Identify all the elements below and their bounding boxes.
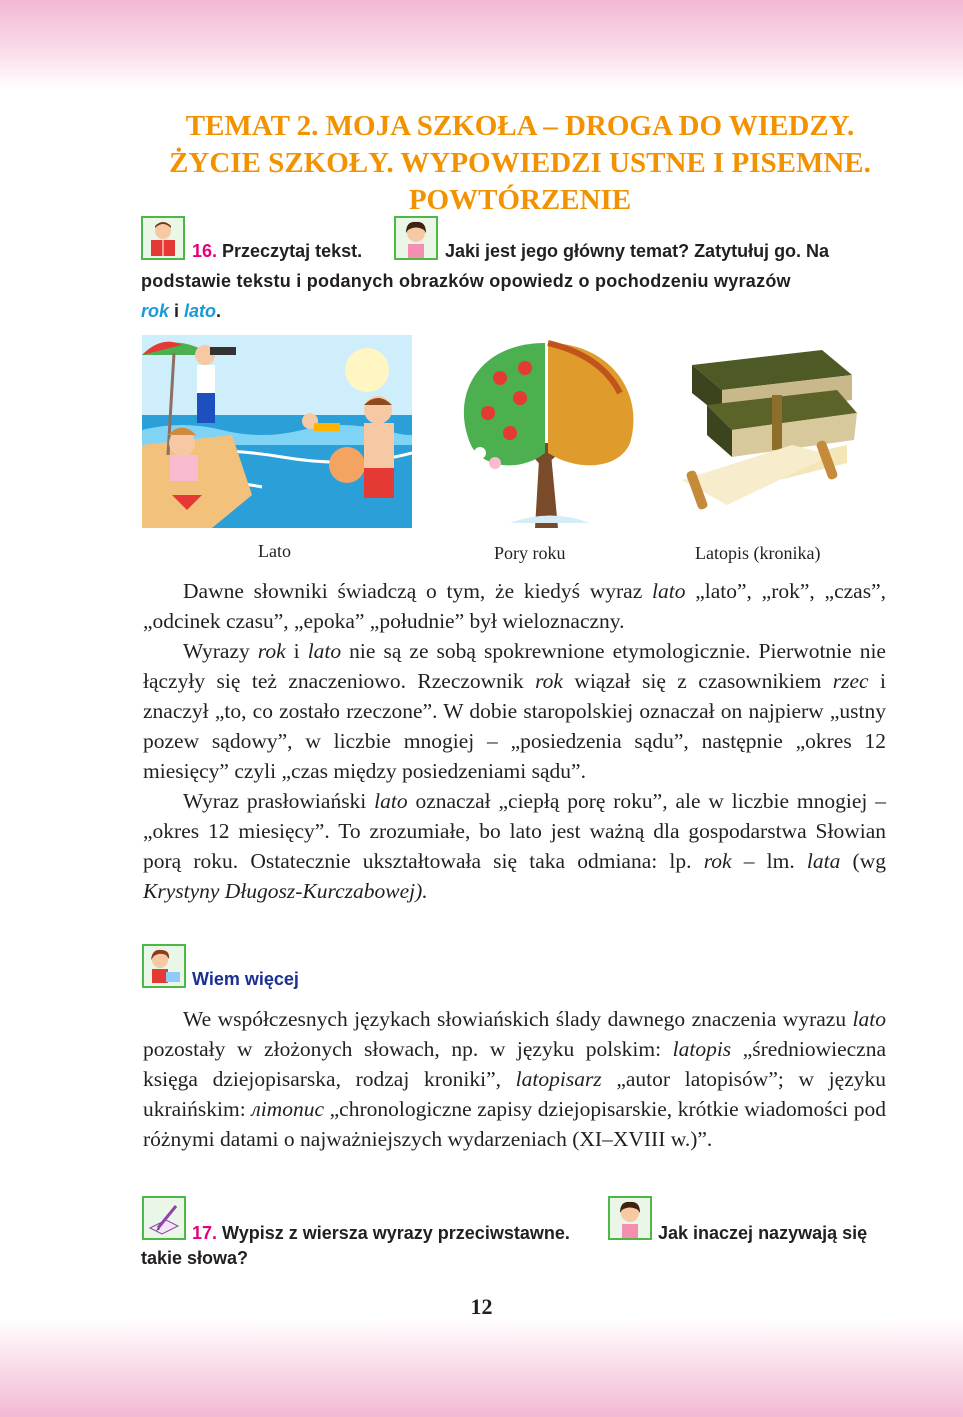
p3-italic-2: rok [703, 849, 732, 873]
paragraph-2 [143, 636, 886, 786]
p3-italic-4: Krystyny Długosz-Kurczabowej). [143, 879, 428, 903]
writing-pen-icon [142, 1196, 186, 1240]
p4-italic-3: latopisarz [515, 1067, 602, 1091]
caption-pory-roku: Pory roku [494, 543, 566, 563]
topic-title-line1: TEMAT 2. MOJA SZKOŁA – DROGA DO WIEDZY. [185, 110, 855, 142]
paragraph-1 [143, 576, 886, 636]
p3-text-a: Wyraz prasłowiański [183, 789, 375, 813]
p2-italic-1: rok [257, 639, 286, 663]
paragraph-4 [143, 1004, 886, 1154]
p2-italic-4: rzec [832, 669, 869, 693]
chronicle-books-scroll-illustration [672, 345, 857, 525]
task-16-instruction-1: Przeczytaj tekst. [217, 241, 363, 261]
p4-italic-1: lato [852, 1007, 886, 1031]
wiem-wiecej-text [143, 1004, 886, 1154]
caption-lato: Lato [258, 541, 291, 561]
p4-italic-4: літопис [251, 1097, 324, 1121]
p4-text-b: pozostały w złożonych słowach, np. w języku polskim: [143, 1037, 673, 1061]
four-seasons-tree-illustration [440, 333, 660, 528]
p4-text-c: „średniowieczna księga dziejopisarska, rodzaj kroniki”, [143, 1037, 886, 1091]
keyword-rok: rok [141, 301, 170, 321]
task-17-instruction-1: Wypisz z wiersza wyrazy przeciwstawne. [217, 1223, 570, 1243]
p2-italic-3: rok [535, 669, 563, 693]
page-number: 12 [470, 1294, 493, 1319]
p4-text-d: „autor latopisów”; w języku ukraińskim: [143, 1067, 886, 1121]
p3-italic-3: lata [806, 849, 841, 873]
page-footer-band [0, 1318, 963, 1417]
task-16-period: . [216, 301, 222, 321]
task-16-line2: podstawie tekstu i podanych obrazków opowiedz o pochodzeniu wyrazów [141, 271, 791, 291]
p3-text-d: (wg [840, 849, 886, 873]
main-text [143, 576, 886, 906]
p1-italic: lato [652, 579, 686, 603]
p2-text-a: Wyrazy [183, 639, 258, 663]
task-16-instruction-2: Jaki jest jego główny temat? Zatytułuj go. Na [445, 241, 830, 261]
summer-beach-illustration [142, 335, 412, 528]
task-16-line1 [192, 236, 886, 266]
paragraph-3 [143, 786, 886, 906]
girl-with-laptop-icon [142, 944, 186, 988]
p2-text-b: i [285, 639, 308, 663]
p2-italic-2: lato [307, 639, 342, 663]
task-17-instruction-2: Jak inaczej nazywają się [658, 1223, 868, 1243]
topic-title-line3: POWTÓRZENIE [408, 184, 632, 216]
reading-boy-icon [141, 216, 185, 260]
p2-text-e: i znaczył „to, co zostało rzeczone”. W dobie staropolskiej oznaczał on najpierw „ustny pozew sądowy”, w liczbie mnogiej – „posiedzenia sądu”, następnie „okres 12 miesięcy” czyli „czas między posiedzeniami sądu”. [143, 669, 886, 783]
p4-italic-2: latopis [672, 1037, 732, 1061]
p2-text-c: nie są ze sobą spokrewnione etymologicznie. Pierwotnie nie łączyły się też znaczeniowo. Rzeczownik [143, 639, 886, 693]
p3-text-c: – lm. [731, 849, 807, 873]
p1-text-b: „lato”, „rok”, „czas”, „odcinek czasu”, „epoka” „południe” był wieloznaczny. [143, 579, 886, 633]
keyword-lato: lato [184, 301, 217, 321]
p4-text-a: We współczesnych językach słowiańskich ślady dawnego znaczenia wyrazu [183, 1007, 853, 1031]
task-16-line3 [141, 296, 886, 326]
page-header-band [0, 0, 963, 90]
task-17-number: 17. [192, 1223, 218, 1243]
topic-title-line2: ŻYCIE SZKOŁY. WYPOWIEDZI USTNE I PISEMNE. [169, 147, 871, 179]
wiem-wiecej-label: Wiem więcej [192, 969, 299, 989]
task-16-number: 16. [192, 241, 218, 261]
p3-text-b: oznaczał „ciepłą porę roku”, ale w liczbie mnogiej – „okres 12 miesięcy”. To zrozumiałe, bo lato jest ważną dla gospodarstwa Słowian porą roku. Ostatecznie ukształtowała się taka odmiana: lp. [143, 789, 886, 873]
p4-text-e: „chronologiczne zapisy dziejopisarskie, krótkie wiadomości pod różnymi datami o najważniejszych wydarzeniach (XI–XVIII w.)”. [143, 1097, 886, 1151]
caption-latopis: Latopis (kronika) [695, 543, 821, 563]
p3-italic-1: lato [374, 789, 408, 813]
task-16-conjunction: i [169, 301, 185, 321]
p2-text-d: wiązał się z czasownikiem [562, 669, 833, 693]
task-17-line2: takie słowa? [141, 1248, 249, 1268]
p1-text-a: Dawne słowniki świadczą o tym, że kiedyś wyraz [183, 579, 653, 603]
